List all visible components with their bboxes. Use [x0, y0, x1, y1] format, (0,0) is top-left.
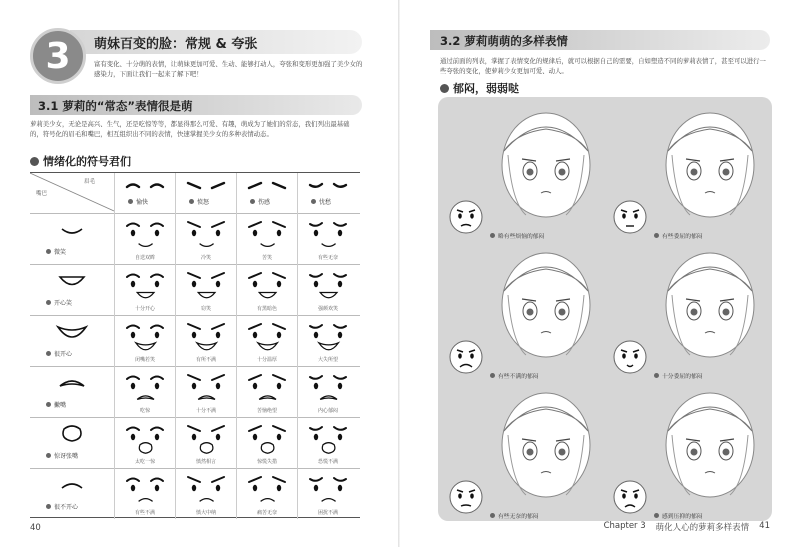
- chapter-label: Chapter 3: [603, 521, 646, 531]
- bullet-dot-icon: [250, 199, 255, 204]
- expression-caption: 恐慌不满: [317, 459, 338, 465]
- expression-caption: 自送双眸: [134, 255, 155, 261]
- brow-symbol-icon: [121, 177, 169, 193]
- expression-caption: 有所不满: [195, 357, 216, 363]
- expression-caption: 冷笑: [200, 255, 211, 261]
- expression-face-icon: [182, 369, 230, 405]
- bullet-dot-icon: [440, 84, 449, 93]
- table-row-divider: [30, 315, 360, 316]
- symbol-face-icon: [612, 479, 648, 515]
- mouth-label: [46, 298, 72, 307]
- bullet-dot-icon: [46, 300, 51, 305]
- mouth-label-text: 惊讶张嘴: [54, 453, 79, 460]
- mouth-symbol-icon: [54, 323, 90, 345]
- brow-label: [311, 197, 331, 206]
- expression-caption: 痛苦无奈: [256, 510, 277, 516]
- bullet-dot-icon: [46, 504, 51, 509]
- bullet-dot-icon: [490, 513, 495, 518]
- chapter-footer-title: 萌化人心的萝莉多样表情: [655, 523, 750, 533]
- expression-face-icon: [243, 216, 291, 252]
- symbol-face-icon: [612, 199, 648, 235]
- table-col-divider: [114, 173, 115, 519]
- example-caption: [654, 371, 703, 380]
- bullet-dot-icon: [46, 249, 51, 254]
- bullet-dot-icon: [128, 199, 133, 204]
- section-body-right: 通过前面的列表，掌握了表情变化的规律后，就可以根据自己的需要，自如塑造不同的萝莉表情了，甚至可以进行一些夸张的变化，使萝莉少女更加可爱、动人。: [440, 57, 766, 75]
- mouth-symbol-icon: [54, 272, 90, 294]
- example-caption-text: 感到压抑的郁闷: [662, 514, 703, 520]
- symbol-face-icon: [448, 199, 484, 235]
- bullet-dot-icon: [490, 233, 495, 238]
- chapter-title: 萌妹百变的脸：常规 & 夸张: [94, 37, 258, 52]
- table-row-divider: [30, 264, 360, 265]
- brow-label: [250, 197, 270, 206]
- symbol-face-icon: [448, 479, 484, 515]
- expression-caption: 惊慌失措: [256, 459, 277, 465]
- bullet-dot-icon: [490, 373, 495, 378]
- section-body: 萝莉美少女，无论是高兴、生气，还是吃惊等等，都显得那么可爱、有趣，萌成为了她们的常态，我们列出最基础的，符号化的眉毛和嘴巴，相互组织出不同的表情，快速掌握美少女的多种表情动态。: [30, 120, 350, 138]
- example-caption: [490, 231, 544, 240]
- table-row-divider: [30, 366, 360, 367]
- example-caption-text: 有些无奈的郁闷: [498, 514, 539, 520]
- mouth-label-text: 开心笑: [54, 300, 73, 307]
- expression-caption: 内心郁闷: [317, 408, 338, 414]
- mouth-symbol-icon: [54, 221, 90, 243]
- expression-caption: 有些无奈: [317, 255, 338, 261]
- table-row-divider: [30, 213, 360, 214]
- examples-panel: [438, 97, 772, 521]
- table-col-divider: [297, 173, 298, 519]
- example-caption: [490, 511, 539, 520]
- example-caption-text: 有些不满的郁闷: [498, 374, 539, 380]
- bullet-dot-icon: [189, 199, 194, 204]
- brow-symbol-icon: [304, 177, 352, 193]
- symbol-face-icon: [448, 339, 484, 375]
- expression-caption: 愤然相言: [195, 459, 216, 465]
- expression-face-icon: [182, 267, 230, 303]
- symbol-face-icon: [612, 339, 648, 375]
- mouth-symbol-icon: [54, 425, 90, 447]
- expression-caption: 闭嘴若笑: [134, 357, 155, 363]
- expression-face-icon: [304, 369, 352, 405]
- expression-face-icon: [182, 216, 230, 252]
- expression-caption: 窃笑: [200, 306, 211, 312]
- brow-label: [189, 197, 209, 206]
- brow-symbol-icon: [182, 177, 230, 193]
- bullet-dot-icon: [30, 157, 39, 166]
- example-caption: [490, 371, 539, 380]
- example-caption-text: 十分委屈的郁闷: [662, 374, 703, 380]
- subhead-right-label: 郁闷，弱弱哒: [453, 82, 519, 95]
- brow-label-text: 愉快: [136, 199, 149, 206]
- mouth-label: [46, 247, 66, 256]
- expression-caption: 困扰不满: [317, 510, 338, 516]
- subhead-label: 情绪化的符号君们: [43, 155, 131, 168]
- expression-face-icon: [304, 216, 352, 252]
- expression-face-icon: [304, 471, 352, 507]
- bullet-dot-icon: [46, 453, 51, 458]
- expression-face-icon: [121, 471, 169, 507]
- example-caption-text: 有些委屈的郁闷: [662, 234, 703, 240]
- bullet-dot-icon: [311, 199, 316, 204]
- mouth-label-text: 微笑: [54, 249, 67, 256]
- expression-face-icon: [304, 267, 352, 303]
- expression-face-icon: [121, 216, 169, 252]
- mouth-label: [46, 502, 78, 511]
- table-col-divider: [175, 173, 176, 519]
- expression-face-icon: [243, 369, 291, 405]
- right-footer: [604, 521, 770, 533]
- mouth-label: [46, 400, 66, 409]
- expression-caption: 苦恼绝望: [256, 408, 277, 414]
- expression-caption: 有些不满: [134, 510, 155, 516]
- expression-table: [30, 172, 360, 518]
- expression-face-icon: [304, 318, 352, 354]
- mouth-symbol-icon: [54, 476, 90, 498]
- expression-face-icon: [182, 318, 230, 354]
- page-number-right: 41: [759, 521, 770, 531]
- expression-caption: 十分不满: [195, 408, 216, 414]
- expression-face-icon: [182, 471, 230, 507]
- mouth-symbol-icon: [54, 374, 90, 396]
- brow-label-text: 忧愁: [319, 199, 332, 206]
- bullet-dot-icon: [46, 351, 51, 356]
- bullet-dot-icon: [654, 233, 659, 238]
- mouth-label-text: 很开心: [54, 351, 73, 358]
- expression-caption: 十分温厚: [256, 357, 277, 363]
- expression-face-icon: [243, 318, 291, 354]
- expression-face-icon: [243, 267, 291, 303]
- example-caption: [654, 511, 703, 520]
- chapter-intro: 富有变化、十分萌的表情，让萌妹更加可爱、生动、能够打动人，夸张和变形更加强了美少女的感染力，下面让我们一起来了解下吧！: [94, 60, 363, 78]
- expression-caption: 十分开心: [134, 306, 155, 312]
- expression-caption: 强颜欢笑: [317, 306, 338, 312]
- expression-face-icon: [121, 267, 169, 303]
- expression-caption: 大失所望: [317, 357, 338, 363]
- brow-label-text: 伤感: [258, 199, 271, 206]
- expression-face-icon: [121, 318, 169, 354]
- bullet-dot-icon: [654, 513, 659, 518]
- chapter-number-badge: 3: [30, 28, 86, 84]
- section-title: 3.1 萝莉的“常态”表情很是萌: [38, 99, 193, 113]
- expression-face-icon: [121, 369, 169, 405]
- expression-caption: 愤大中纳: [195, 510, 216, 516]
- brow-label: [128, 197, 148, 206]
- expression-face-icon: [243, 420, 291, 456]
- mouth-label: [46, 349, 72, 358]
- subhead: [30, 153, 131, 169]
- expression-face-icon: [182, 420, 230, 456]
- expression-caption: 有黑暗色: [256, 306, 277, 312]
- example-caption: [654, 231, 703, 240]
- right-page: [400, 0, 800, 547]
- expression-caption: 太吃一惊: [134, 459, 155, 465]
- corner-label-brows: 眉毛: [84, 179, 96, 185]
- expression-face-icon: [243, 471, 291, 507]
- example-caption-text: 略有些烦恼的郁闷: [498, 234, 545, 240]
- table-row-divider: [30, 417, 360, 418]
- mouth-label-text: 撇嘴: [54, 402, 67, 409]
- brow-symbol-icon: [243, 177, 291, 193]
- expression-caption: 苦笑: [261, 255, 272, 261]
- mouth-label-text: 很不开心: [54, 504, 79, 511]
- page-number-left: 40: [30, 523, 41, 533]
- expression-face-icon: [304, 420, 352, 456]
- table-row-divider: [30, 468, 360, 469]
- expression-caption: 吃惊: [139, 408, 150, 414]
- expression-face-icon: [121, 420, 169, 456]
- table-col-divider: [236, 173, 237, 519]
- bullet-dot-icon: [46, 402, 51, 407]
- corner-label-mouths: 嘴巴: [36, 191, 48, 197]
- mouth-label: [46, 451, 78, 460]
- subhead-right: [440, 80, 519, 96]
- brow-label-text: 愤怒: [197, 199, 210, 206]
- section-title-right: 3.2 萝莉萌萌的多样表情: [440, 34, 568, 48]
- bullet-dot-icon: [654, 373, 659, 378]
